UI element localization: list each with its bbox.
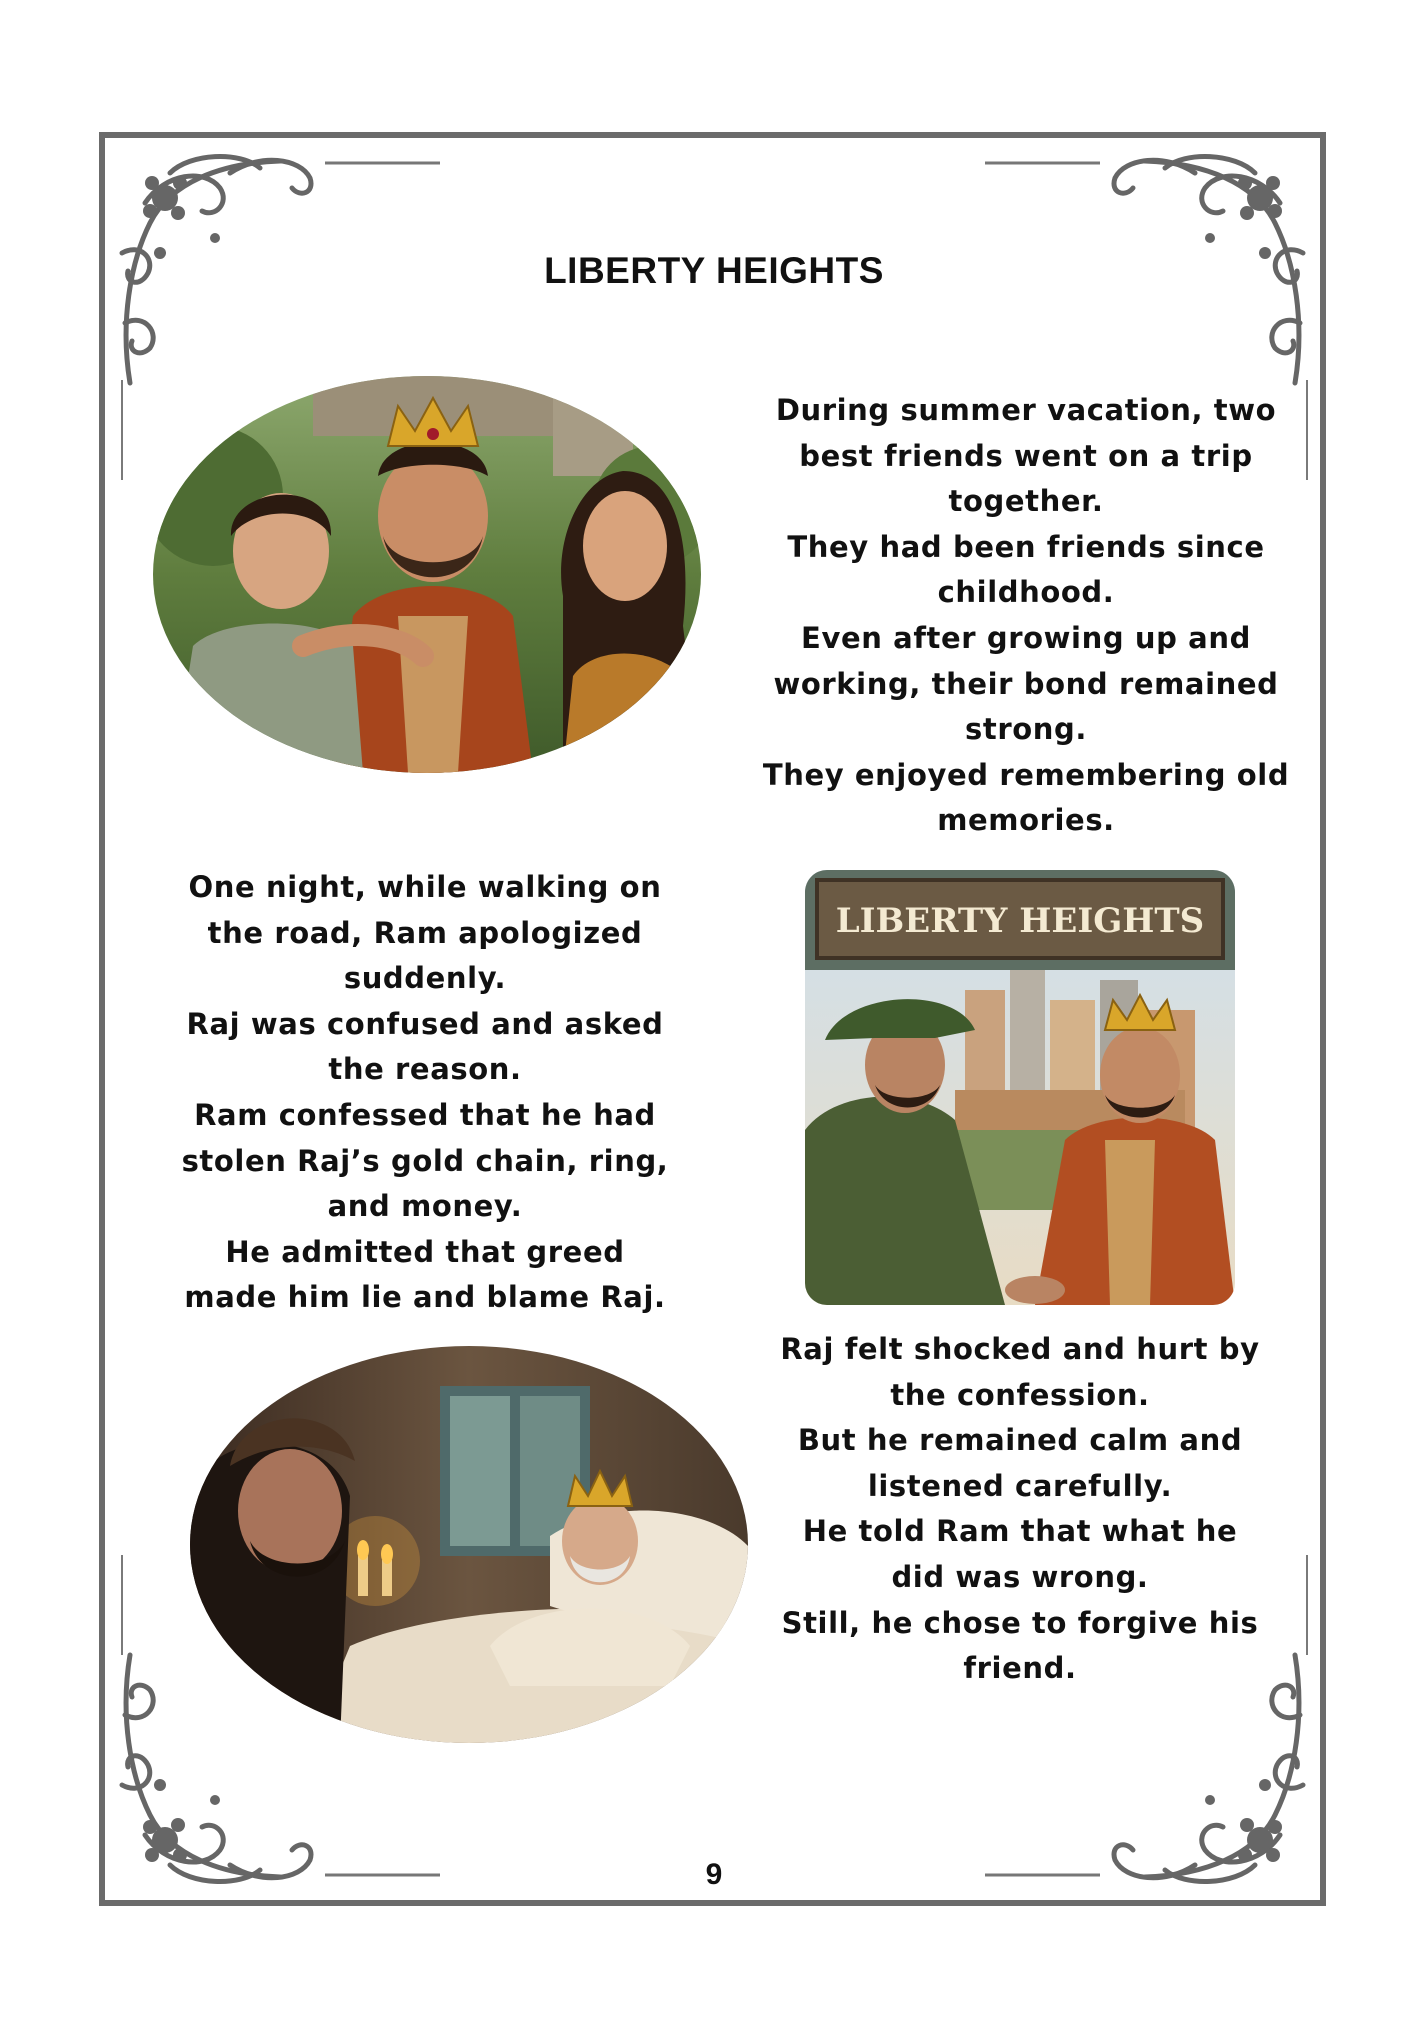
text-line: working, their bond remained [773,666,1279,701]
text-line: the reason. [328,1052,522,1087]
border-accent-line [121,1555,123,1655]
text-line: stolen Raj’s gold chain, ring, [181,1143,669,1178]
text-line: friend. [963,1651,1077,1686]
text-line: He admitted that greed [225,1234,625,1269]
story-paragraph-confession [150,865,700,1321]
text-line: They enjoyed remembering old [762,757,1290,792]
text-line: He told Ram that what he [802,1514,1238,1549]
text-line: did was wrong. [891,1559,1149,1594]
city-sign-text: LIBERTY HEIGHTS [835,901,1205,941]
text-line: childhood. [937,575,1115,610]
page-title: LIBERTY HEIGHTS [544,250,884,291]
text-line: the confession. [890,1377,1150,1412]
family-portrait-illustration [153,376,701,773]
story-paragraph-vacation [746,388,1306,844]
border-accent-line [1306,1555,1308,1655]
text-line: Raj felt shocked and hurt by [780,1332,1260,1366]
text-line: strong. [965,712,1087,747]
text-line: together. [948,484,1104,519]
text-line: They had been friends since [787,529,1265,564]
text-line: best friends went on a trip [799,438,1253,473]
text-line: But he remained calm and [797,1423,1243,1458]
text-line: the road, Ram apologized [207,915,643,950]
text-line: memories. [937,803,1115,838]
text-line: Raj was confused and asked [186,1006,664,1041]
text-line: One night, while walking on [188,870,662,904]
border-accent-line [121,380,123,480]
text-line: Still, he chose to forgive his [781,1605,1259,1640]
story-paragraph-forgiveness [740,1327,1300,1692]
bedside-king-illustration [190,1346,748,1743]
text-line: Even after growing up and [801,620,1251,655]
text-line: made him lie and blame Raj. [184,1280,666,1315]
city-handshake-illustration [805,870,1235,1305]
text-line: and money. [327,1189,523,1224]
text-line: Ram confessed that he had [194,1097,656,1132]
border-accent-line [1306,380,1308,480]
page-number: 9 [705,1858,723,1891]
text-line: listened carefully. [867,1468,1173,1503]
text-line: During summer vacation, two [775,393,1277,427]
text-line: suddenly. [343,961,507,996]
